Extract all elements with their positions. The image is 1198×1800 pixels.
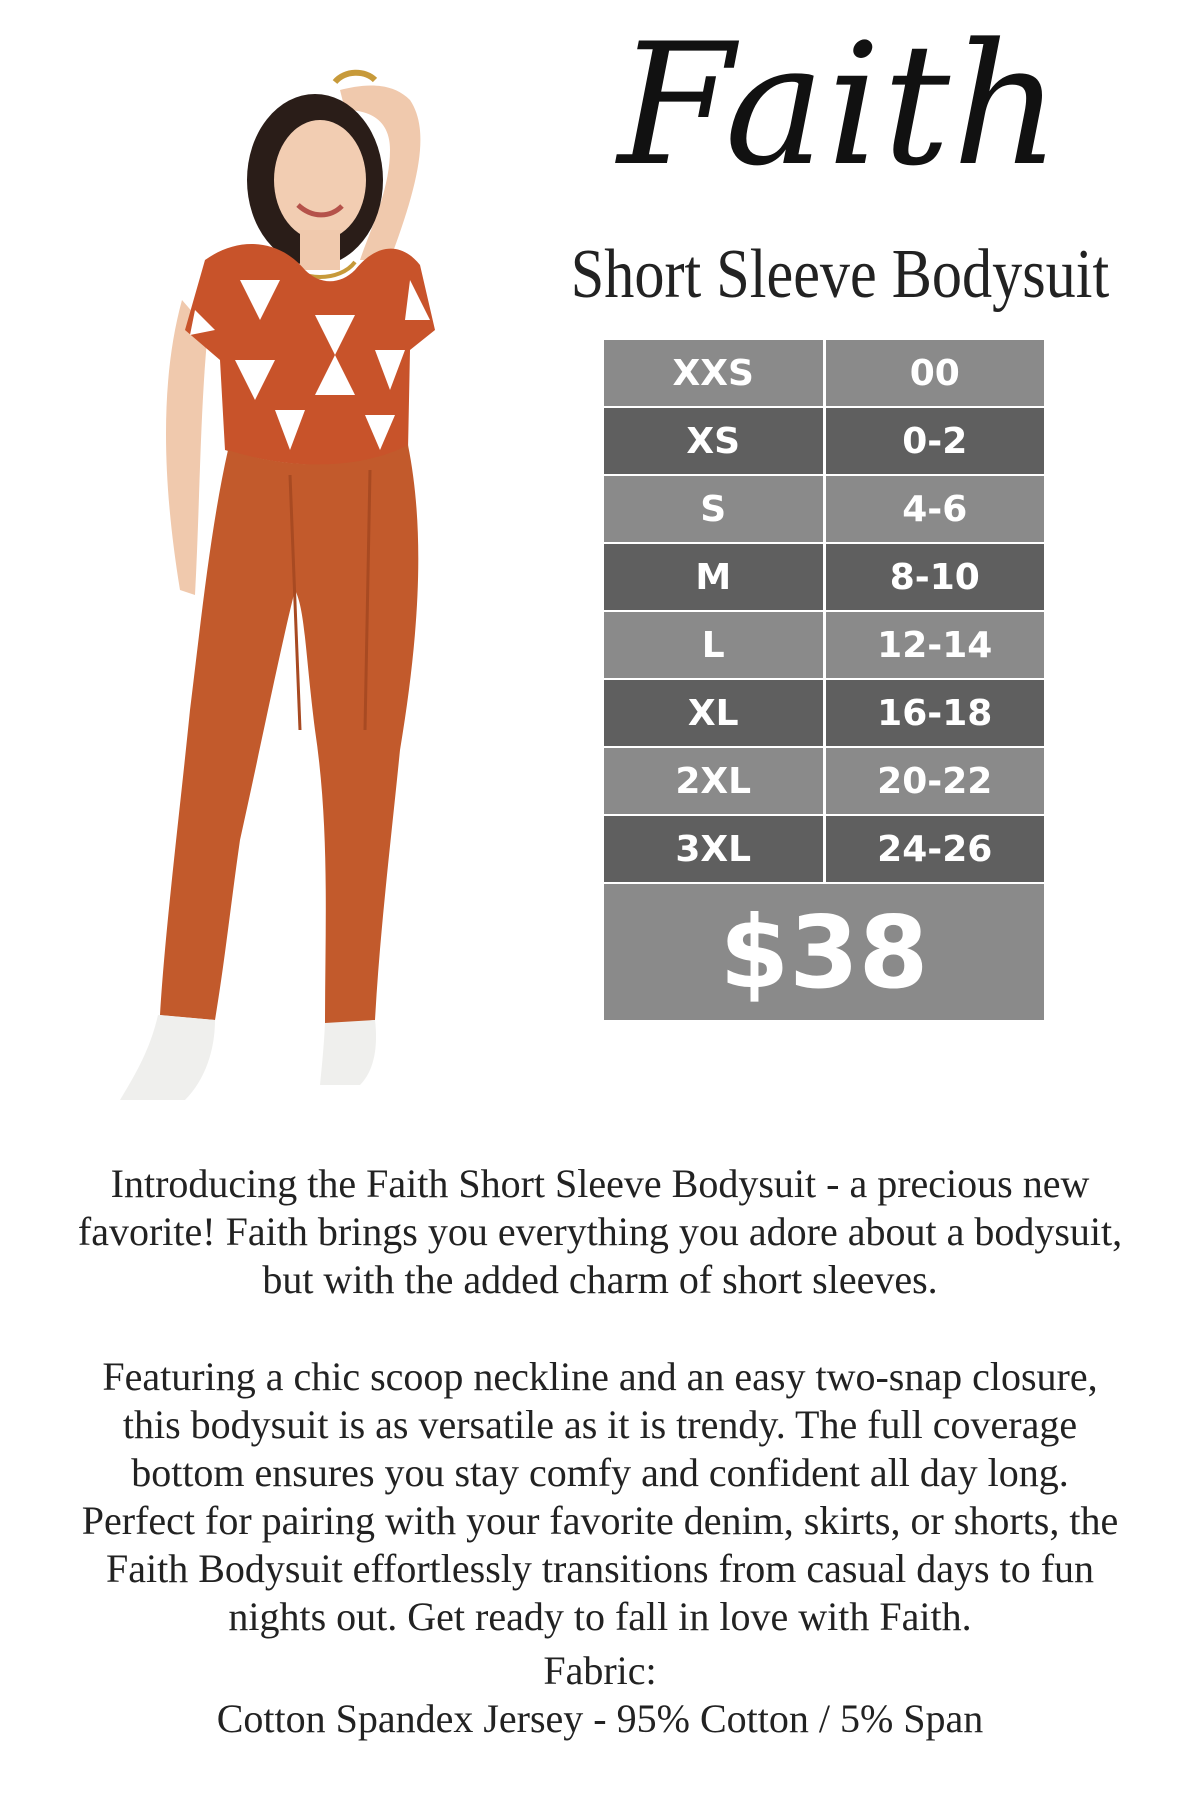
size-range: 00	[909, 352, 960, 394]
size-row	[604, 476, 1044, 542]
size-range: 4-6	[902, 488, 968, 530]
product-title: Faith	[617, 7, 1063, 203]
size-range: 16-18	[877, 692, 993, 734]
product-subtitle: Short Sleeve Bodysuit	[570, 236, 1110, 313]
model-face	[274, 120, 366, 240]
size-row	[604, 612, 1044, 678]
size-range: 12-14	[877, 624, 993, 666]
description-paragraph-2: Featuring a chic scoop neckline and an easy two-snap closure, this bodysuit is as versatile as it is trendy. The full coverage bottom ensures you stay comfy and confident all day long. Perfect for pairing with your favorite denim, skirts, or shorts, the Faith Bodysuit effortlessly transitions from casual days to fun nights out. Get ready to fall in love with Faith.	[81, 1354, 1119, 1639]
size-range: 8-10	[889, 556, 980, 598]
size-row	[604, 748, 1044, 814]
size-range: 20-22	[877, 760, 993, 802]
fabric-info	[70, 1647, 1130, 1743]
size-label: M	[604, 544, 826, 610]
size-row	[604, 544, 1044, 610]
size-label: 3XL	[604, 816, 826, 882]
size-label: XXS	[604, 340, 826, 406]
model-left-boot	[120, 1015, 215, 1100]
fabric-label: Fabric:	[543, 1648, 657, 1693]
size-chart	[604, 340, 1044, 884]
size-label: L	[604, 612, 826, 678]
model-bracelet	[335, 73, 375, 82]
size-row	[604, 680, 1044, 746]
size-row	[604, 340, 1044, 406]
size-label: XS	[604, 408, 826, 474]
size-row	[604, 816, 1044, 882]
model-pants	[160, 445, 418, 1025]
size-label: 2XL	[604, 748, 826, 814]
size-row	[604, 408, 1044, 474]
model-right-boot	[320, 1020, 376, 1085]
size-label: XL	[604, 680, 826, 746]
size-range: 24-26	[877, 828, 993, 870]
price-box	[604, 884, 1044, 1020]
size-label: S	[604, 476, 826, 542]
description-intro	[70, 1160, 1130, 1304]
description-features	[70, 1353, 1130, 1641]
fabric-value: Cotton Spandex Jersey - 95% Cotton / 5% Span	[216, 1696, 984, 1741]
size-range: 0-2	[902, 420, 968, 462]
description-paragraph-1: Introducing the Faith Short Sleeve Bodysuit - a precious new favorite! Faith brings you everything you adore about a bodysuit, but with the added charm of short sleeves.	[77, 1161, 1123, 1302]
model-photo	[90, 30, 530, 1140]
price-label: $38	[719, 893, 929, 1011]
